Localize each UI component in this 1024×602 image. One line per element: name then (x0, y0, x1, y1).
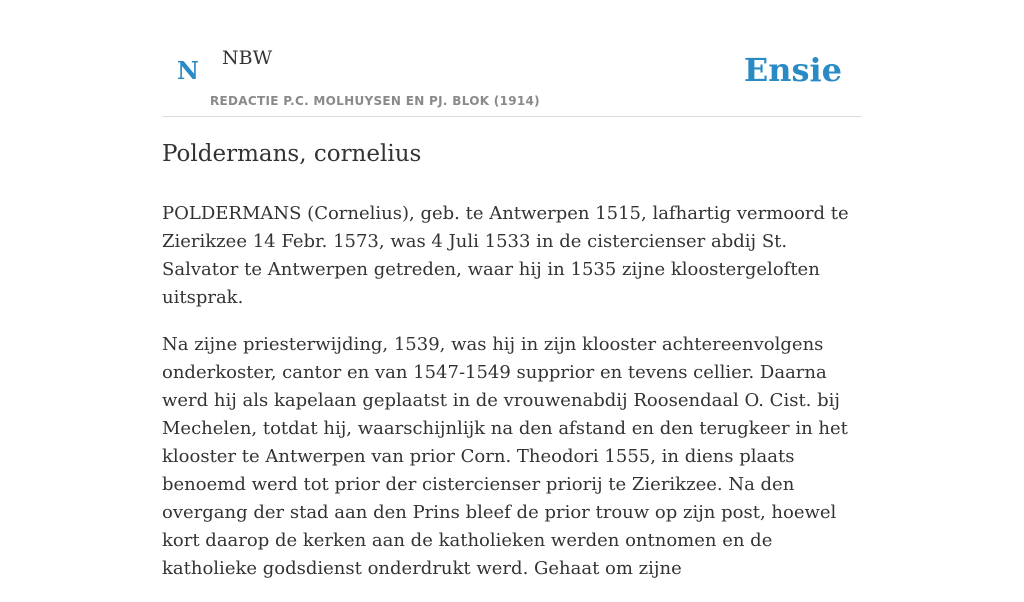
source-subtitle: REDACTIE P.C. MOLHUYSEN EN PJ. BLOK (1914) (210, 94, 540, 108)
source-title[interactable]: NBW (222, 47, 273, 69)
brand-logo[interactable]: Ensie (743, 51, 842, 89)
article-title: Poldermans, cornelius (162, 141, 422, 167)
article (162, 136, 862, 602)
article-paragraph: POLDERMANS (Cornelius), geb. te Antwerpen 1515, lafhartig vermoord te Zierikzee 14 Febr. 1573, was 4 Juli 1533 in de cistercienser abdij St. Salvator te Antwerpen getreden, waar hij in 1535 zijne kloostergeloften uitsprak. (162, 203, 849, 308)
source-logo[interactable]: N (177, 56, 199, 85)
article-paragraph: Na zijne priesterwijding, 1539, was hij in zijn klooster achtereenvolgens onderkoster, cantor en van 1547-1549 supprior en tevens cellier. Daarna werd hij als kapelaan geplaatst in de vrouwenabdij Roosendaal O. Cist. bij Mechelen, totdat hij, waarschijnlijk na den afstand en den terugkeer in het klooster te Antwerpen van prior Corn. Theodori 1555, in diens plaats benoemd werd tot prior der cistercienser priorij te Zierikzee. Na den overgang der stad aan den Prins bleef de prior trouw op zijn post, hoewel kort daarop de kerken aan de katholieken werden ontnomen en de katholieke godsdienst onderdrukt werd. Gehaat om zijne (162, 334, 848, 579)
article-body (162, 200, 862, 583)
source-header (162, 0, 862, 117)
